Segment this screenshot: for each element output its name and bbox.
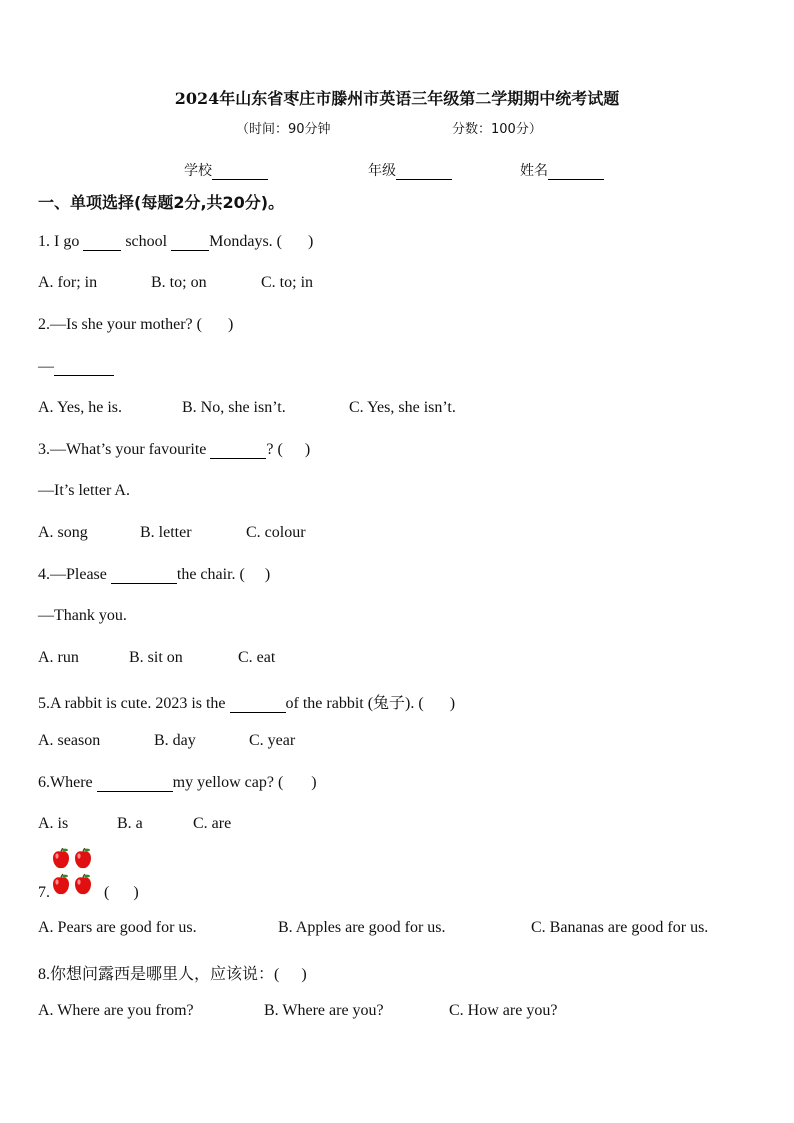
- q5-text-1: 5.A rabbit is cute. 2023 is the: [38, 695, 226, 712]
- grade-label: 年级: [368, 163, 396, 179]
- school-field: [184, 160, 268, 180]
- name-label: 姓名: [520, 163, 548, 179]
- q5-blank: [230, 712, 286, 713]
- q4-option-b: B. sit on: [129, 649, 183, 666]
- q1-close: ): [308, 233, 314, 250]
- q2-option-a: A. Yes, he is.: [38, 399, 123, 416]
- q8-option-c: C. How are you?: [449, 1002, 558, 1019]
- q2-close: ): [227, 316, 234, 333]
- q3-text-2: ? (: [266, 441, 283, 458]
- apples-icon: [50, 848, 98, 896]
- q8-option-a: A. Where are you from?: [38, 1002, 194, 1019]
- q1-blank-1: [83, 250, 121, 251]
- q6-option-a: A. is: [38, 815, 69, 832]
- school-label: 学校: [184, 163, 212, 179]
- q7-option-a: A. Pears are good for us.: [38, 919, 197, 936]
- section-heading: 一、单项选择(每题2分,共20分)。: [38, 193, 285, 212]
- q3-option-a: A. song: [38, 524, 88, 541]
- q2-option-c: C. Yes, she isn’t.: [349, 399, 456, 416]
- apple-icon: [75, 874, 91, 894]
- q4-text-2: the chair. (: [176, 566, 245, 583]
- q6-close: ): [311, 774, 317, 791]
- q3-reply: —It’s letter A.: [38, 482, 130, 499]
- q7-option-c: C. Bananas are good for us.: [531, 919, 709, 936]
- q3-text-1: 3.—What’s your favourite: [38, 441, 207, 458]
- q7-open: (: [104, 884, 110, 901]
- question-3: [38, 441, 310, 459]
- q6-text-1: 6.Where: [38, 774, 93, 791]
- q2-option-b: B. No, she isn’t.: [182, 399, 286, 416]
- question-6: [38, 774, 317, 792]
- q7-number: 7.: [38, 884, 50, 901]
- q7-close: ): [133, 884, 139, 901]
- grade-field: [368, 160, 452, 180]
- q7-option-b: B. Apples are good for us.: [278, 919, 446, 936]
- apple-icon: [53, 874, 69, 894]
- q7-paren: [104, 884, 139, 902]
- question-7: [38, 884, 50, 902]
- grade-blank: [396, 179, 452, 180]
- q3-option-b: B. letter: [140, 524, 192, 541]
- q5-option-a: A. season: [38, 732, 101, 749]
- question-1: [38, 233, 313, 251]
- exam-score: 分数：100分）: [452, 122, 542, 137]
- apple-icon: [75, 848, 91, 868]
- q5-option-c: C. year: [249, 732, 296, 749]
- q6-option-c: C. are: [193, 815, 232, 832]
- q2-answer-line: [38, 358, 114, 376]
- q1-option-a: A. for; in: [38, 274, 98, 291]
- exam-time: （时间：90分钟: [236, 122, 331, 137]
- q2-stem: 2.—Is she your mother? (: [38, 316, 202, 333]
- q3-close: ): [304, 441, 311, 458]
- name-field: [520, 160, 604, 180]
- q1-option-c: C. to; in: [261, 274, 314, 291]
- q4-close: ): [264, 566, 271, 583]
- q4-text-1: 4.—Please: [38, 566, 107, 583]
- school-blank: [212, 179, 268, 180]
- q4-reply: —Thank you.: [38, 607, 127, 624]
- apple-icon: [53, 848, 69, 868]
- question-8: [38, 961, 307, 984]
- q1-text-3: Mondays. (: [209, 233, 282, 250]
- q3-option-c: C. colour: [246, 524, 306, 541]
- q1-blank-2: [171, 250, 209, 251]
- q4-blank: [111, 583, 177, 584]
- q8-stem: 8.你想问露西是哪里人，应该说：(: [38, 966, 280, 983]
- q8-close: ): [301, 966, 307, 983]
- q5-close: ): [449, 695, 456, 712]
- question-5: [38, 690, 455, 713]
- q8-option-b: B. Where are you?: [264, 1002, 384, 1019]
- q6-blank: [97, 791, 173, 792]
- q1-text-1: 1. I go: [38, 233, 80, 250]
- q1-option-b: B. to; on: [151, 274, 207, 291]
- q6-text-2: my yellow cap? (: [172, 774, 284, 791]
- q1-text-2: school: [125, 233, 168, 250]
- q2-dash: —: [38, 358, 54, 375]
- q6-option-b: B. a: [117, 815, 143, 832]
- q5-option-b: B. day: [154, 732, 196, 749]
- q2-blank: [54, 375, 114, 376]
- page-title: 2024年山东省枣庄市滕州市英语三年级第二学期期中统考试题: [174, 89, 620, 108]
- question-4: [38, 566, 270, 584]
- q4-option-a: A. run: [38, 649, 79, 666]
- question-2: [38, 316, 233, 334]
- q3-blank: [210, 458, 266, 459]
- name-blank: [548, 179, 604, 180]
- q5-text-2: of the rabbit (兔子). (: [285, 695, 424, 712]
- q4-option-c: C. eat: [238, 649, 276, 666]
